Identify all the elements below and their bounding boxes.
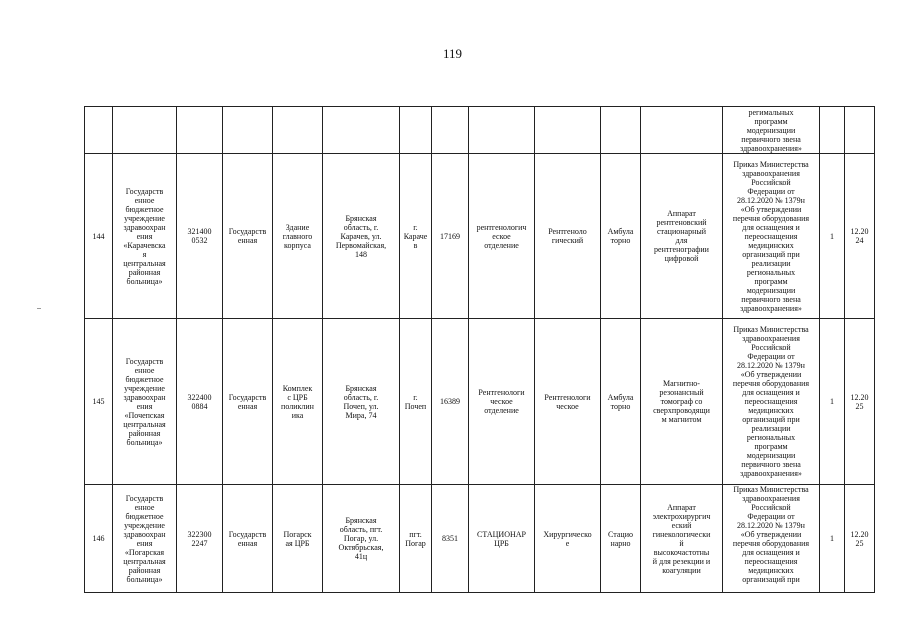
basis-cell: Приказ Министерства здравоохранения Российской Федерации от 28.12.2020 № 1379н «Об утверждении перечня оборудования для оснащения и переоснащения медицинских организаций при реализации региональных программ модернизации первичного звена здравоохранения» xyxy=(723,154,820,319)
continuation-row xyxy=(85,107,875,154)
table-row xyxy=(85,485,875,593)
date-cell: 12.20 24 xyxy=(845,154,875,319)
row-number-cell: 144 xyxy=(85,154,113,319)
organization-cell: Государств енное бюджетное учреждение здравоохран ения «Почепская центральная районная больница» xyxy=(113,319,177,485)
code-cell: 322300 2247 xyxy=(177,485,223,593)
address-cell: Брянская область, г. Почеп, ул. Мира, 74 xyxy=(323,319,400,485)
ownership-cell: Государств енная xyxy=(223,154,273,319)
equipment-table xyxy=(84,106,875,593)
department-cell: Рентгенологи ческое отделение xyxy=(469,319,535,485)
care-type-cell: Амбула торно xyxy=(601,319,641,485)
index-cell: 17169 xyxy=(432,154,469,319)
index-cell: 8351 xyxy=(432,485,469,593)
organization-cell: Государств енное бюджетное учреждение здравоохран ения «Карачевска я центральная районная больница» xyxy=(113,154,177,319)
address-cell: Брянская область, г. Карачев, ул. Первомайская, 148 xyxy=(323,154,400,319)
profile-cell: Рентгеноло гический xyxy=(535,154,601,319)
row-number-cell: 145 xyxy=(85,319,113,485)
ownership-cell: Государств енная xyxy=(223,319,273,485)
basis-cell: Приказ Министерства здравоохранения Российской Федерации от 28.12.2020 № 1379н «Об утверждении перечня оборудования для оснащения и переоснащения медицинских организаций при реализации региональных программ модернизации первичного звена здравоохранения» xyxy=(723,319,820,485)
basis-cell: регимальных программ модернизации первичного звена здравоохранения» xyxy=(723,107,820,154)
department-cell: рентгенологич еское отделение xyxy=(469,154,535,319)
organization-cell: Государств енное бюджетное учреждение здравоохран ения «Погарская центральная районная больница» xyxy=(113,485,177,593)
equipment-cell: Магнитно- резонансный томограф со сверхпроводящи м магнитом xyxy=(641,319,723,485)
quantity-cell: 1 xyxy=(820,485,845,593)
equipment-cell: Аппарат рентгеновский стационарный для рентгенографии цифровой xyxy=(641,154,723,319)
quantity-cell: 1 xyxy=(820,319,845,485)
basis-cell: Приказ Министерства здравоохранения Российской Федерации от 28.12.2020 № 1379н «Об утверждении перечня оборудования для оснащения и переоснащения медицинских организаций при xyxy=(723,485,820,593)
city-cell: г. Караче в xyxy=(400,154,432,319)
index-cell: 16389 xyxy=(432,319,469,485)
building-cell: Здание главного корпуса xyxy=(273,154,323,319)
address-cell: Брянская область, пгт. Погар, ул. Октябрьская, 41ц xyxy=(323,485,400,593)
table-row xyxy=(85,319,875,485)
date-cell: 12.20 25 xyxy=(845,319,875,485)
profile-cell: Рентгенологи ческое xyxy=(535,319,601,485)
city-cell: пгт. Погар xyxy=(400,485,432,593)
table-row xyxy=(85,154,875,319)
scan-artifact xyxy=(37,308,41,309)
building-cell: Погарск ая ЦРБ xyxy=(273,485,323,593)
code-cell: 321400 0532 xyxy=(177,154,223,319)
row-number-cell: 146 xyxy=(85,485,113,593)
care-type-cell: Стацио нарно xyxy=(601,485,641,593)
city-cell: г. Почеп xyxy=(400,319,432,485)
equipment-cell: Аппарат электрохирургич еский гинекологически й высокочастотны й для резекции и коагуляции xyxy=(641,485,723,593)
code-cell: 322400 0884 xyxy=(177,319,223,485)
page-number: 119 xyxy=(442,46,463,61)
quantity-cell: 1 xyxy=(820,154,845,319)
building-cell: Комплек с ЦРБ поликлин ика xyxy=(273,319,323,485)
profile-cell: Хирургическо e xyxy=(535,485,601,593)
care-type-cell: Амбула торно xyxy=(601,154,641,319)
ownership-cell: Государств енная xyxy=(223,485,273,593)
date-cell: 12.20 25 xyxy=(845,485,875,593)
department-cell: СТАЦИОНАР ЦРБ xyxy=(469,485,535,593)
